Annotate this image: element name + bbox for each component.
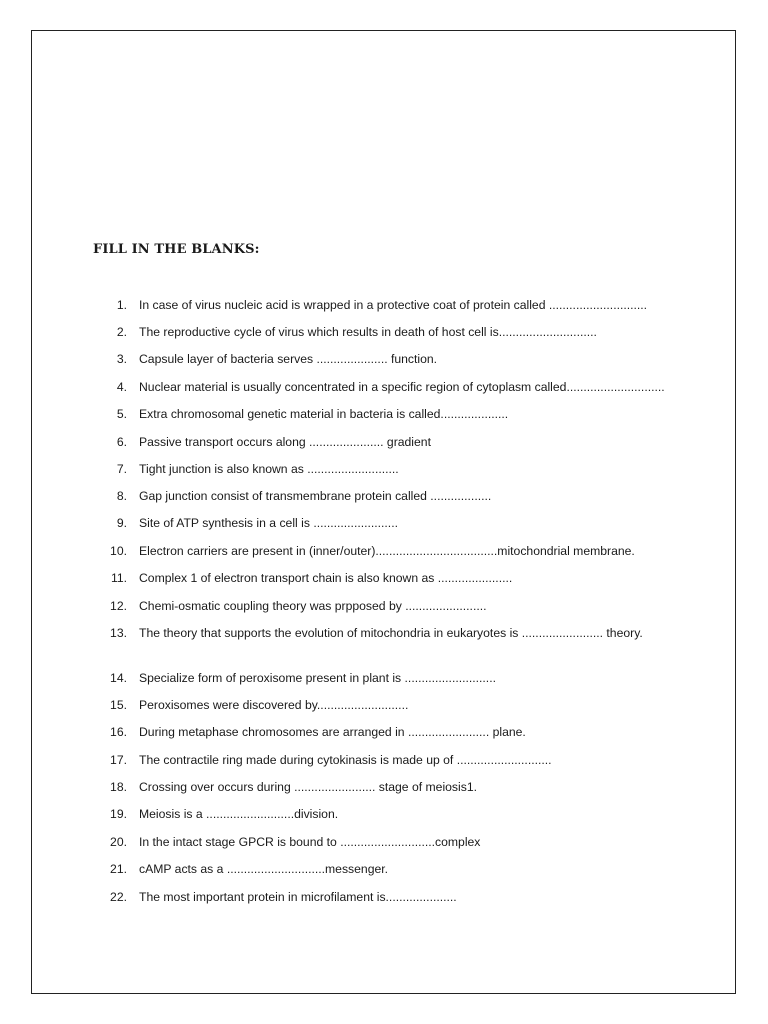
question-number: 20. xyxy=(110,835,127,849)
question-text: Tight junction is also known as ........................... xyxy=(139,462,399,476)
question-number: 7. xyxy=(116,462,127,476)
question-text: Passive transport occurs along ...................... gradient xyxy=(139,435,431,449)
question-number: 6. xyxy=(116,435,127,449)
question-text: The reproductive cycle of virus which results in death of host cell is............................. xyxy=(139,325,597,339)
question-text: Capsule layer of bacteria serves ..................... function. xyxy=(139,352,438,366)
question-number: 8. xyxy=(116,489,127,503)
question-number: 14. xyxy=(110,671,127,685)
question-number: 22. xyxy=(110,890,127,904)
question-number: 10. xyxy=(110,544,127,558)
question-text: cAMP acts as a .............................messenger. xyxy=(139,862,389,876)
question-number: 19. xyxy=(110,807,127,821)
question-text: Extra chromosomal genetic material in bacteria is called.................... xyxy=(139,407,509,421)
question-text: Nuclear material is usually concentrated in a specific region of cytoplasm called............................. xyxy=(139,380,665,394)
worksheet-heading: FILL IN THE BLANKS: xyxy=(93,242,260,257)
question-text: Complex 1 of electron transport chain is also known as ...................... xyxy=(139,571,513,585)
question-text: During metaphase chromosomes are arranged in ........................ plane. xyxy=(139,725,526,739)
question-text: In the intact stage GPCR is bound to ............................complex xyxy=(139,835,481,849)
question-number: 9. xyxy=(116,516,127,530)
question-text: Specialize form of peroxisome present in plant is ........................... xyxy=(139,671,496,685)
question-text: Gap junction consist of transmembrane protein called .................. xyxy=(139,489,492,503)
question-number: 1. xyxy=(116,298,127,312)
question-number: 18. xyxy=(110,780,127,794)
question-number: 15. xyxy=(110,698,127,712)
question-text: The contractile ring made during cytokinasis is made up of ............................ xyxy=(139,753,552,767)
question-number: 21. xyxy=(110,862,127,876)
question-number: 2. xyxy=(116,325,127,339)
question-number: 3. xyxy=(116,352,127,366)
question-number: 17. xyxy=(110,753,127,767)
question-text: Site of ATP synthesis in a cell is ......................... xyxy=(139,516,398,530)
question-number: 11. xyxy=(110,571,127,585)
question-text: Electron carriers are present in (inner/outer)....................................mitochondrial membrane. xyxy=(139,544,635,558)
question-number: 16. xyxy=(110,725,127,739)
question-number: 4. xyxy=(116,380,127,394)
question-text: Meiosis is a ..........................division. xyxy=(139,807,339,821)
question-text: The most important protein in microfilament is..................... xyxy=(139,890,457,904)
question-number: 12. xyxy=(110,599,127,613)
question-text: Peroxisomes were discovered by........................... xyxy=(139,698,409,712)
question-text: In case of virus nucleic acid is wrapped in a protective coat of protein called ............................. xyxy=(139,298,648,312)
question-text: Chemi-osmatic coupling theory was prpposed by ........................ xyxy=(139,599,487,613)
question-text: Crossing over occurs during ........................ stage of meiosis1. xyxy=(139,780,477,794)
question-number: 13. xyxy=(110,626,127,640)
question-text: The theory that supports the evolution of mitochondria in eukaryotes is ........................ theory. xyxy=(139,626,643,640)
question-number: 5. xyxy=(116,407,127,421)
